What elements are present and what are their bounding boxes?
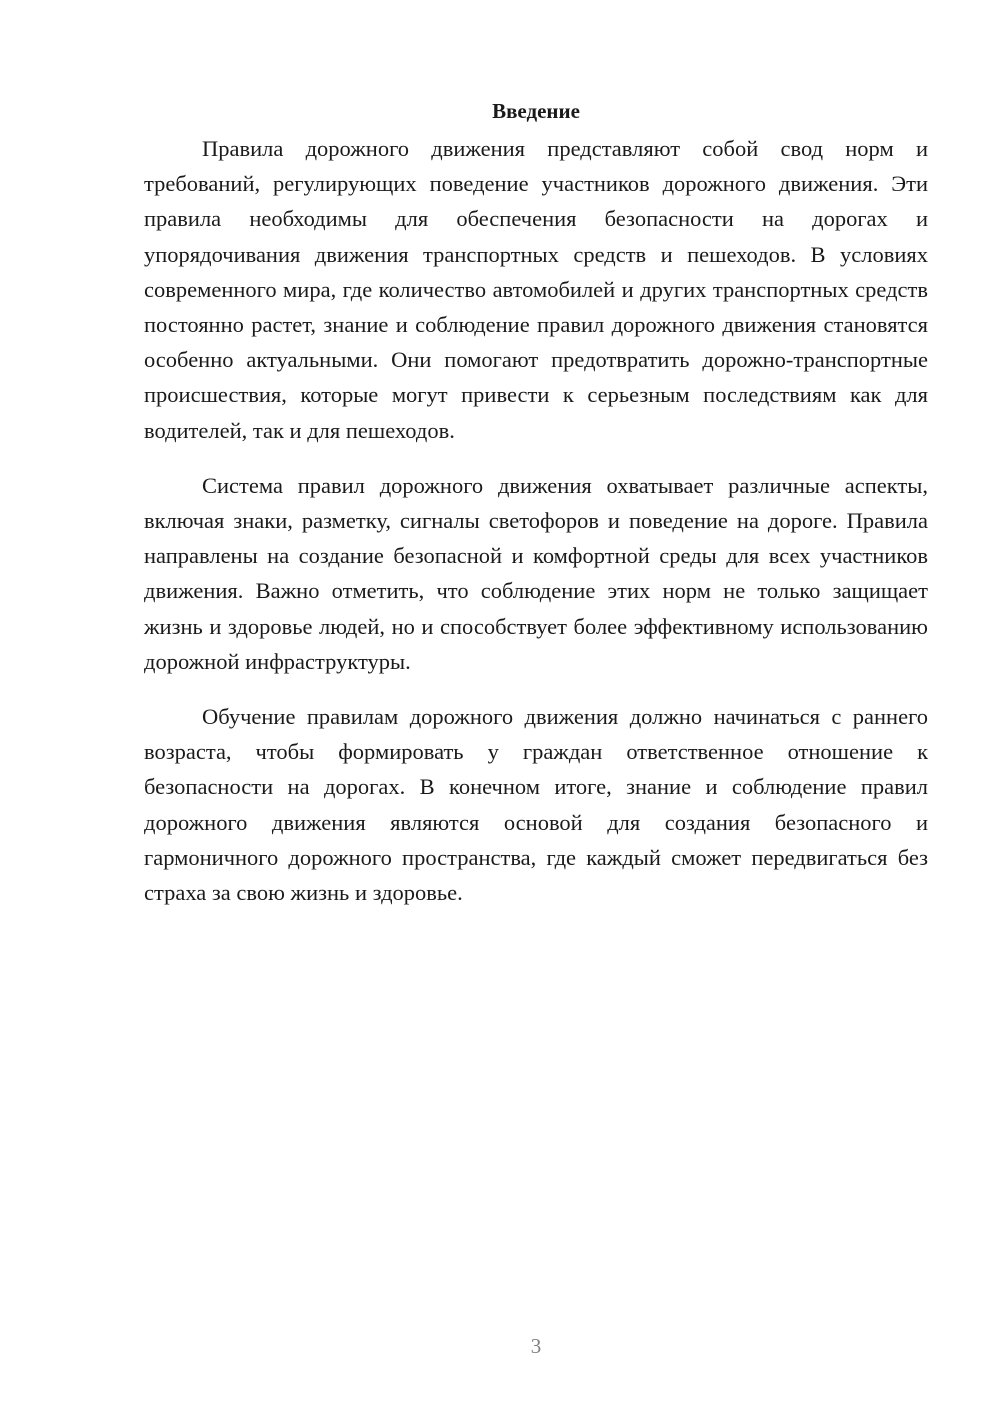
paragraph-3: Обучение правилам дорожного движения должно начинаться с раннего возраста, чтобы формировать у граждан ответственное отношение к безопасности на дорогах. В конечном итоге, знание и соблюдение правил дорожного движения являются основой для создания безопасного и гармоничного дорожного пространства, где каждый сможет передвигаться без страха за свою жизнь и здоровье. — [144, 704, 928, 906]
paragraph-1: Правила дорожного движения представляют собой свод норм и требований, регулирующих поведение участников дорожного движения. Эти правила необходимы для обеспечения безопасности на дорогах и упорядочивания движения транспортных средств и пешеходов. В условиях современного мира, где количество автомобилей и других транспортных средств постоянно растет, знание и соблюдение правил дорожного движения становятся особенно актуальными. Они помогают предотвратить дорожно-транспортные происшествия, которые могут привести к серьезным последствиям как для водителей, так и для пешеходов. — [144, 136, 928, 443]
paragraph-2: Система правил дорожного движения охватывает различные аспекты, включая знаки, разметку, сигналы светофоров и поведение на дороге. Правила направлены на создание безопасной и комфортной среды для всех участников движения. Важно отметить, что соблюдение этих норм не только защищает жизнь и здоровье людей, но и способствует более эффективному использованию дорожной инфраструктуры. — [144, 472, 928, 674]
page-number: 3 — [530, 1334, 542, 1358]
section-heading: Введение — [492, 99, 580, 123]
page-content — [144, 95, 928, 910]
